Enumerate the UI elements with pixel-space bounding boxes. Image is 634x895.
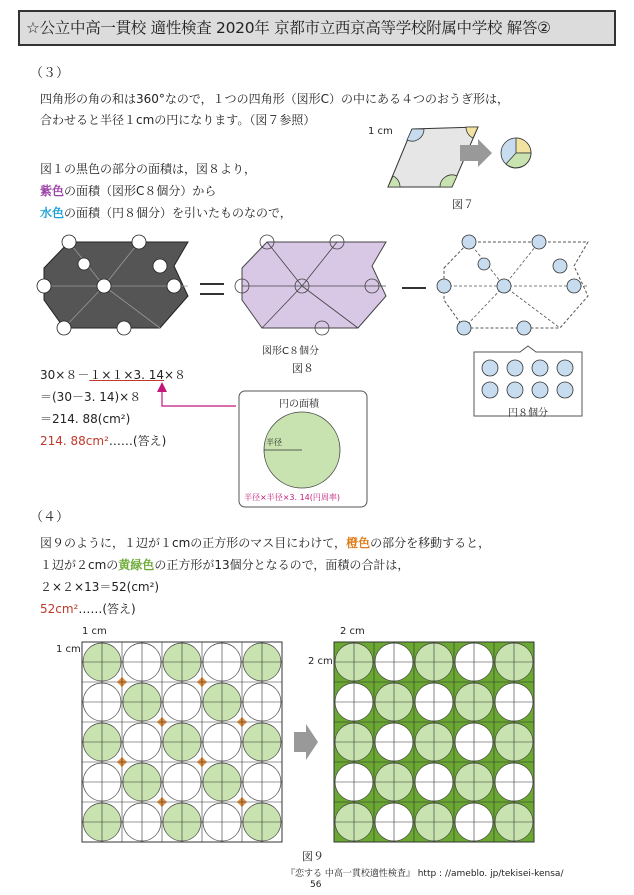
part4-line1-c: の部分を移動すると， xyxy=(370,536,491,550)
left-scale-top: 1 cm xyxy=(82,626,107,637)
part3-answer xyxy=(40,432,166,449)
part3-label: （３） xyxy=(30,66,70,81)
part3-line4-rest: の面積（図形C８個分）から xyxy=(64,184,217,198)
part4-answer xyxy=(40,600,136,617)
right-scale-side: 2 cm xyxy=(308,656,333,667)
calc-line2: ＝(30－3. 14)×８ xyxy=(40,390,142,404)
part3-line5 xyxy=(40,204,292,221)
part4-line2 xyxy=(40,556,409,573)
circle-box-title: 円の面積 xyxy=(279,399,319,410)
part4-line1-a: 図９のように，１辺が１cmの正方形のマス目にわけて， xyxy=(40,536,347,550)
part4-answer-value: 52cm² xyxy=(40,602,79,616)
part4-answer-suffix: ……(答え) xyxy=(78,602,136,616)
page-number: 56 xyxy=(310,880,322,890)
part4-label: （４） xyxy=(30,510,70,525)
calc1-c: ×８ xyxy=(163,368,187,382)
part3-answer-value: 214. 88cm² xyxy=(40,434,109,448)
figure9-left-grid xyxy=(80,640,284,844)
calc1-b: １×１×3. 14 xyxy=(89,368,164,382)
part3-line2: 合わせると半径１cmの円になります。（図７参照） xyxy=(40,113,316,127)
part3-line4 xyxy=(40,182,216,199)
fig7-scale-label: 1 cm xyxy=(368,126,393,137)
part4-line2-c: の正方形が13個分となるので，面積の合計は， xyxy=(154,558,410,572)
part3-answer-suffix: ……(答え) xyxy=(108,434,167,448)
footer-credit: 『恋する 中高一貫校適性検査』 http : //ameblo. jp/tekisei-kensa/ xyxy=(286,869,564,879)
fig7-caption: 図７ xyxy=(452,198,474,211)
figure7 xyxy=(360,115,600,215)
fig8-circles-caption: 円８個分 xyxy=(508,408,548,419)
fig8-c-caption: 図形C８個分 xyxy=(262,346,319,357)
page-title: ☆公立中高一貫校 適性検査 2020年 京都市立西京高等学校附属中学校 解答② xyxy=(18,10,616,46)
part4-line3: ２×２×13＝52(cm²) xyxy=(40,580,160,594)
part3-line5-rest: の面積（円８個分）を引いたものなので， xyxy=(64,206,292,220)
green-word: 黄緑色 xyxy=(118,558,155,572)
fig8-caption: 図８ xyxy=(292,362,314,375)
circle-formula: 半径×半径×3. 14(円周率) xyxy=(244,493,341,502)
pointer-arrow xyxy=(150,380,240,410)
circle-radius-label: 半径 xyxy=(266,438,282,447)
figure8 xyxy=(34,238,614,338)
part4-line1 xyxy=(40,534,490,551)
part4-line2-a: １辺が２cmの xyxy=(40,558,119,572)
calc1-a: 30×８－ xyxy=(40,368,90,382)
right-scale-top: 2 cm xyxy=(340,626,365,637)
part3-line3: 図１の黒色の部分の面積は，図８より， xyxy=(40,162,257,176)
part3-line1: 四角形の角の和は360°なので，１つの四角形（図形C）の中にある４つのおうぎ形は， xyxy=(40,92,510,106)
fig9-caption: 図９ xyxy=(302,850,324,863)
calc-line3: ＝214. 88(cm²) xyxy=(40,412,131,426)
figure9-arrow xyxy=(292,722,320,762)
figure9-right-grid xyxy=(332,640,536,844)
left-scale-side: 1 cm xyxy=(56,644,81,655)
purple-word: 紫色 xyxy=(40,184,65,198)
orange-word: 橙色 xyxy=(346,536,371,550)
cyan-word: 水色 xyxy=(40,206,65,220)
